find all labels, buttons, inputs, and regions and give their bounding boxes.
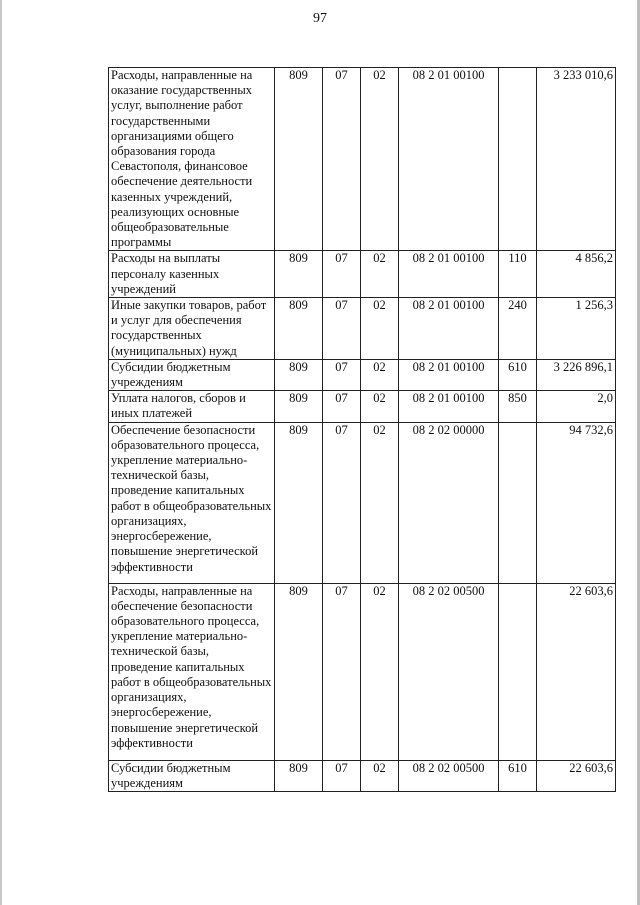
subsection-code-cell: 02: [361, 422, 399, 583]
ministry-code-cell: 809: [275, 422, 323, 583]
subsection-code-cell: 02: [361, 68, 399, 251]
table-row: [109, 583, 616, 760]
expense-type-cell: [499, 583, 537, 760]
ministry-code-cell: 809: [275, 298, 323, 360]
table-row: [109, 359, 616, 390]
target-article-cell: 08 2 02 00000: [399, 422, 499, 583]
row-name-cell: Обеспечение безопасности образовательного процесса, укрепление материально-технической базы, проведение капитальных работ в общеобразовательных организациях, энергосбережение, повышение энергетической эффективности: [109, 422, 275, 583]
expense-type-cell: 110: [499, 251, 537, 298]
subsection-code-cell: 02: [361, 583, 399, 760]
expense-type-cell: 240: [499, 298, 537, 360]
target-article-cell: 08 2 02 00500: [399, 583, 499, 760]
subsection-code-cell: 02: [361, 298, 399, 360]
expense-type-cell: [499, 68, 537, 251]
ministry-code-cell: 809: [275, 359, 323, 390]
ministry-code-cell: 809: [275, 760, 323, 791]
row-name-cell: Расходы, направленные на обеспечение безопасности образовательного процесса, укрепление материально-технической базы, проведение капитальных работ в общеобразовательных организациях, энергосбережение, повышение энергетической эффективности: [109, 583, 275, 760]
table-body: [109, 68, 616, 792]
subsection-code-cell: 02: [361, 760, 399, 791]
row-name-cell: Уплата налогов, сборов и иных платежей: [109, 391, 275, 422]
amount-cell: 22 603,6: [537, 760, 616, 791]
table-row: [109, 298, 616, 360]
row-name-cell: Субсидии бюджетным учреждениям: [109, 760, 275, 791]
section-code-cell: 07: [323, 422, 361, 583]
amount-cell: 94 732,6: [537, 422, 616, 583]
ministry-code-cell: 809: [275, 391, 323, 422]
section-code-cell: 07: [323, 298, 361, 360]
section-code-cell: 07: [323, 760, 361, 791]
subsection-code-cell: 02: [361, 359, 399, 390]
scan-edge-left: [0, 0, 2, 905]
expense-type-cell: 850: [499, 391, 537, 422]
section-code-cell: 07: [323, 391, 361, 422]
target-article-cell: 08 2 01 00100: [399, 298, 499, 360]
section-code-cell: 07: [323, 583, 361, 760]
target-article-cell: 08 2 01 00100: [399, 359, 499, 390]
amount-cell: 22 603,6: [537, 583, 616, 760]
section-code-cell: 07: [323, 251, 361, 298]
table-row: [109, 760, 616, 791]
amount-cell: 4 856,2: [537, 251, 616, 298]
amount-cell: 1 256,3: [537, 298, 616, 360]
table-row: [109, 422, 616, 583]
amount-cell: 2,0: [537, 391, 616, 422]
row-name-cell: Расходы, направленные на оказание государственных услуг, выполнение работ государственными организациями общего образования города Севастополя, финансовое обеспечение деятельности казенных учреждений, реализующих основные общеобразовательные программы: [109, 68, 275, 251]
table-row: [109, 251, 616, 298]
target-article-cell: 08 2 01 00100: [399, 391, 499, 422]
target-article-cell: 08 2 01 00100: [399, 251, 499, 298]
target-article-cell: 08 2 01 00100: [399, 68, 499, 251]
row-name-cell: Иные закупки товаров, работ и услуг для обеспечения государственных (муниципальных) нужд: [109, 298, 275, 360]
subsection-code-cell: 02: [361, 391, 399, 422]
amount-cell: 3 233 010,6: [537, 68, 616, 251]
section-code-cell: 07: [323, 68, 361, 251]
table-row: [109, 391, 616, 422]
expense-type-cell: [499, 422, 537, 583]
budget-table: [108, 67, 616, 792]
row-name-cell: Субсидии бюджетным учреждениям: [109, 359, 275, 390]
ministry-code-cell: 809: [275, 251, 323, 298]
table-row: [109, 68, 616, 251]
page-number: 97: [313, 11, 327, 26]
subsection-code-cell: 02: [361, 251, 399, 298]
ministry-code-cell: 809: [275, 583, 323, 760]
target-article-cell: 08 2 02 00500: [399, 760, 499, 791]
amount-cell: 3 226 896,1: [537, 359, 616, 390]
section-code-cell: 07: [323, 359, 361, 390]
expense-type-cell: 610: [499, 359, 537, 390]
expense-type-cell: 610: [499, 760, 537, 791]
row-name-cell: Расходы на выплаты персоналу казенных учреждений: [109, 251, 275, 298]
ministry-code-cell: 809: [275, 68, 323, 251]
